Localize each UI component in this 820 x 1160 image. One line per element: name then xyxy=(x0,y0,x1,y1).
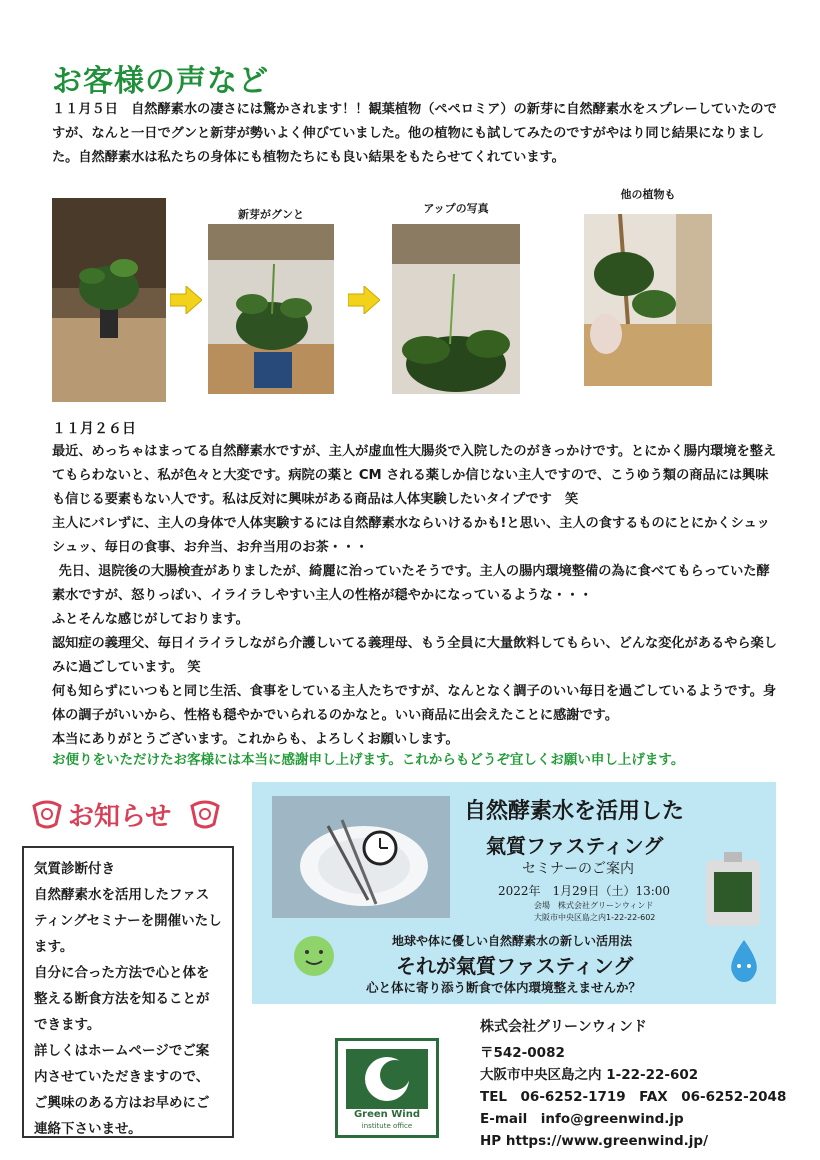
banner-headline: 自然酵素水を活用した xyxy=(464,798,685,824)
notice-line: 気質診断付き xyxy=(34,861,115,877)
plant-photo-3 xyxy=(392,224,520,394)
product-bottle-image xyxy=(704,852,762,926)
banner-sub: 心と体に寄り添う断食で体内環境整えませんか？ xyxy=(366,980,642,995)
plate-clock-image xyxy=(272,796,450,918)
notice-line: 自分に合った方法で心と体を整える断食方法を知ることができます。 xyxy=(34,965,210,1033)
ribbon-icon xyxy=(188,800,222,830)
banner-venue: 大阪市中央区島之内1-22-22-602 xyxy=(534,913,656,922)
logo-mark-icon xyxy=(338,1041,436,1135)
voice-2-date: １１月２６日 xyxy=(52,421,136,437)
company-info xyxy=(480,1016,786,1152)
photo-caption-3: 他の植物も xyxy=(620,188,676,201)
company-hp[interactable]: HP https://www.greenwind.jp/ xyxy=(480,1133,709,1149)
logo-text: Green Wind xyxy=(353,1109,421,1120)
banner-guide: セミナーのご案内 xyxy=(522,861,634,877)
banner-big: それが氣質ファスティング xyxy=(396,954,634,978)
plant-photo-1 xyxy=(52,198,166,402)
voice-2-line: 何も知らずにいつもと同じ生活、食事をしている主人たちですが、なんとなく調子のいい毎日を過ごしているようです。身体の調子がいいから、性格も穏やかでいられるのかなと。いい商品に出会えたことに感謝です。 xyxy=(52,684,777,723)
logo-subtext: institute office xyxy=(361,1122,413,1130)
plant-photo-2 xyxy=(208,224,334,394)
earth-icon xyxy=(290,932,338,980)
photo-caption-1: 新芽がグンと xyxy=(238,208,304,221)
notice-title: お知らせ xyxy=(68,802,172,832)
notice-line: 自然酵素水を活用したファスティングセミナーを開催いたします。 xyxy=(34,887,222,955)
banner-subtitle: 氣質ファスティング xyxy=(486,834,664,858)
water-drop-icon xyxy=(726,938,762,984)
company-address: 大阪市中央区島之内 1-22-22-602 xyxy=(480,1067,699,1083)
voice-2-line: 本当にありがとうございます。これからも、よろしくお願いします。 xyxy=(52,732,459,747)
voice-2-line: 主人にバレずに、主人の身体で人体実験するには自然酵素水ならいけるかも!と思い、主人の食するものにとにかくシュッシュッ、毎日の食事、お弁当、お弁当用のお茶・・・ xyxy=(52,516,770,555)
notice-box xyxy=(22,846,234,1138)
banner-date: 2022年 1月29日（土）13:00 xyxy=(498,884,671,898)
seminar-banner xyxy=(252,782,776,1004)
greenwind-logo xyxy=(335,1038,439,1138)
thanks-message: お便りをいただけたお客様には本当に感謝申し上げます。これからもどうぞ宜しくお願い申し上げます。 xyxy=(52,752,685,768)
arrow-icon xyxy=(170,286,202,314)
voice-2-line: 先日、退院後の大腸検査がありましたが、綺麗に治っていたそうです。主人の腸内環境整備の為に食べてもらっていた酵素水ですが、怒りっぽい、イライラしやすい主人の性格が穏やかになっているような・・・ xyxy=(52,564,770,603)
voice-2-text xyxy=(52,440,777,752)
banner-venue: 会場 株式会社グリーンウィンド xyxy=(534,901,654,910)
arrow-icon xyxy=(348,286,380,314)
page-title: お客様の声など xyxy=(52,64,269,99)
company-zip: 〒542-0082 xyxy=(480,1045,565,1061)
company-tel: TEL 06-6252-1719 FAX 06-6252-2048 xyxy=(480,1089,787,1105)
ribbon-icon xyxy=(30,800,64,830)
voice-2-line: ふとそんな感じがしております。 xyxy=(52,612,249,627)
notice-line: 詳しくはホームページでご案内させていただきますので、ご興味のある方はお早めにご連絡下さいませ。 xyxy=(34,1043,210,1137)
company-email[interactable]: E-mail info@greenwind.jp xyxy=(480,1111,684,1127)
plant-photo-4 xyxy=(584,214,712,386)
photo-caption-2: アップの写真 xyxy=(423,202,489,215)
company-name: 株式会社グリーンウィンド xyxy=(480,1019,647,1035)
voice-1-text: １１月５日 自然酵素水の凄さには驚かされます！！観葉植物（ペペロミア）の新芽に自然酵素水をスプレーしていたのですが、なんと一日でグンと新芽が勢いよく伸びていました。他の植物にも試してみたのですがやはり同じ結果になりました。自然酵素水は私たちの身体にも植物たちにも良い結果をもたらせてくれています。 xyxy=(52,102,777,165)
voice-2-line: 認知症の義理父、毎日イライラしながら介護しいてる義理母、もう全員に大量飲料してもらい、どんな変化があるやら楽しみに過ごしています。 笑 xyxy=(52,636,777,675)
voice-2-line: 最近、めっちゃはまってる自然酵素水ですが、主人が虚血性大腸炎で入院したのがきっかけです。とにかく腸内環境を整えてもらわないと、私が色々と大変です。病院の薬と CM される薬しか信じない主人ですので、こうゆう類の商品には興味も信じる要素もない人です。私は反対に興味がある商品は人体実験したいタイプです 笑 xyxy=(52,444,777,507)
banner-tagline: 地球や体に優しい自然酵素水の新しい活用法 xyxy=(392,934,633,948)
